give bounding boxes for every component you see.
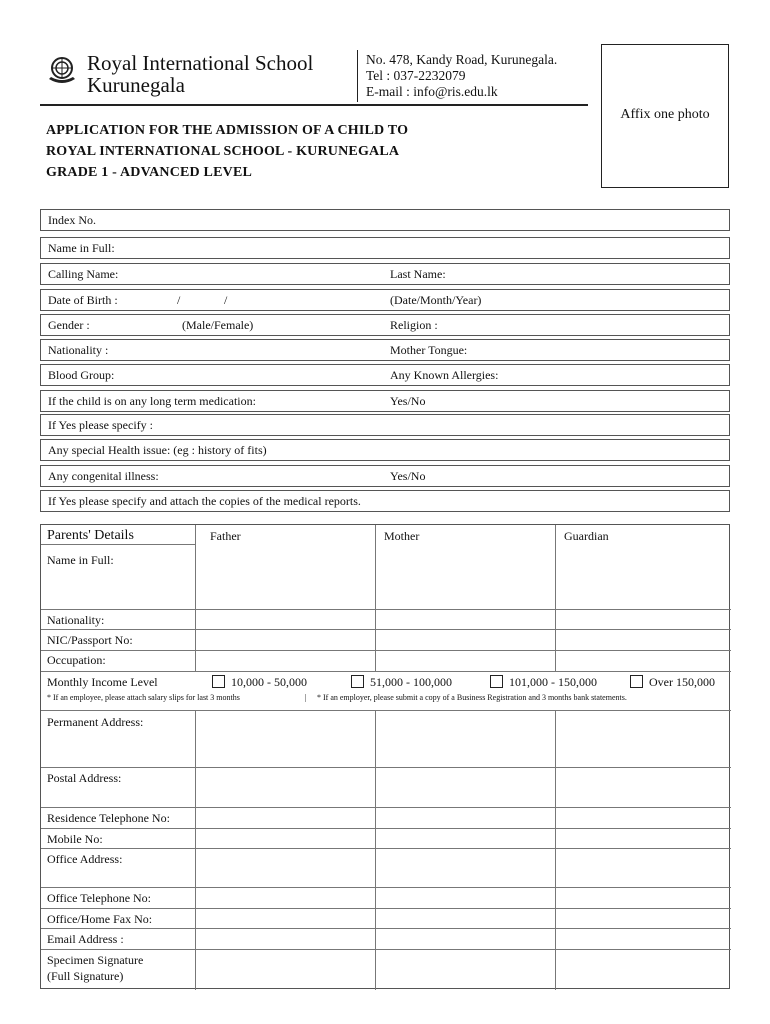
- row-divider: [41, 828, 731, 829]
- column-divider: [195, 710, 196, 990]
- parent-name-label: Name in Full:: [47, 553, 114, 567]
- dob-separator-1: /: [177, 293, 181, 307]
- postal-address-label: Postal Address:: [47, 771, 122, 785]
- row-divider: [41, 671, 731, 672]
- column-divider: [555, 710, 556, 990]
- date-of-birth-row[interactable]: [40, 289, 730, 311]
- column-divider: [375, 710, 376, 990]
- row-divider: [41, 710, 731, 711]
- school-email: E-mail : info@ris.edu.lk: [366, 84, 498, 99]
- parent-nic-label: NIC/Passport No:: [47, 633, 133, 647]
- mobile-label: Mobile No:: [47, 832, 103, 846]
- medical-reports-row[interactable]: [40, 490, 730, 512]
- dob-separator-2: /: [224, 293, 228, 307]
- employee-note: * If an employee, please attach salary slips for last 3 months: [47, 693, 240, 702]
- medical-reports-label: If Yes please specify and attach the copies of the medical reports.: [48, 494, 361, 508]
- office-address-label: Office Address:: [47, 852, 123, 866]
- gender-row[interactable]: [40, 314, 730, 336]
- medication-row[interactable]: [40, 390, 730, 412]
- form-title: [46, 120, 408, 183]
- income-checkbox-3[interactable]: [490, 675, 503, 688]
- email-label: Email Address :: [47, 932, 124, 946]
- religion-label: Religion :: [390, 318, 438, 332]
- blood-group-row[interactable]: [40, 364, 730, 386]
- note-separator: |: [305, 693, 307, 702]
- medication-label: If the child is on any long term medication:: [48, 394, 256, 408]
- school-crest-icon: [46, 55, 78, 87]
- mother-tongue-label: Mother Tongue:: [390, 343, 468, 357]
- row-divider: [41, 928, 731, 929]
- row-divider: [41, 807, 731, 808]
- header-rule: [40, 104, 588, 106]
- date-of-birth-label: Date of Birth :: [48, 293, 118, 307]
- school-name: [87, 52, 313, 96]
- column-father: Father: [210, 529, 241, 543]
- health-issue-label: Any special Health issue: (eg : history of fits): [48, 443, 267, 457]
- congenital-yes-no: Yes/No: [390, 469, 426, 483]
- parents-details-heading: Parents' Details: [47, 528, 134, 543]
- employer-note: * If an employer, please submit a copy of a Business Registration and 3 months bank statements.: [317, 693, 627, 702]
- income-checkbox-2[interactable]: [351, 675, 364, 688]
- nationality-label: Nationality :: [48, 343, 109, 357]
- row-divider: [41, 650, 731, 651]
- column-mother: Mother: [384, 529, 420, 543]
- office-telephone-label: Office Telephone No:: [47, 891, 152, 905]
- school-name-line1: Royal International School: [87, 51, 314, 75]
- signature-label-line2: (Full Signature): [47, 969, 124, 983]
- income-option-4: Over 150,000: [649, 675, 715, 689]
- permanent-address-label: Permanent Address:: [47, 715, 144, 729]
- school-address: No. 478, Kandy Road, Kurunegala.: [366, 52, 558, 67]
- name-in-full-label: Name in Full:: [48, 241, 115, 255]
- form-title-line2: ROYAL INTERNATIONAL SCHOOL - KURUNEGALA: [46, 144, 400, 159]
- income-option-1: 10,000 - 50,000: [231, 675, 307, 689]
- photo-label: Affix one photo: [620, 107, 710, 122]
- residence-telephone-label: Residence Telephone No:: [47, 811, 170, 825]
- school-contact: [366, 52, 557, 100]
- income-checkbox-4[interactable]: [630, 675, 643, 688]
- school-telephone: Tel : 037-2232079: [366, 68, 466, 83]
- congenital-illness-label: Any congenital illness:: [48, 469, 159, 483]
- calling-name-row[interactable]: [40, 263, 730, 285]
- school-name-line2: Kurunegala: [87, 73, 185, 97]
- income-checkbox-1[interactable]: [212, 675, 225, 688]
- form-title-line1: APPLICATION FOR THE ADMISSION OF A CHILD TO: [46, 123, 409, 138]
- parents-details-table: [40, 524, 730, 989]
- parent-nationality-label: Nationality:: [47, 613, 105, 627]
- allergies-label: Any Known Allergies:: [390, 368, 499, 382]
- health-issue-row[interactable]: [40, 439, 730, 461]
- medication-specify-label: If Yes please specify :: [48, 418, 153, 432]
- header-divider: [357, 50, 358, 102]
- row-divider: [41, 767, 731, 768]
- dob-format-hint: (Date/Month/Year): [390, 293, 482, 307]
- row-divider: [41, 887, 731, 888]
- row-divider: [41, 949, 731, 950]
- last-name-label: Last Name:: [390, 267, 446, 281]
- medication-specify-row[interactable]: [40, 414, 730, 436]
- blood-group-label: Blood Group:: [48, 368, 115, 382]
- heading-underline: [41, 544, 195, 545]
- signature-label-line1: Specimen Signature: [47, 953, 144, 967]
- form-title-line3: GRADE 1 - ADVANCED LEVEL: [46, 165, 253, 180]
- gender-label: Gender :: [48, 318, 90, 332]
- medication-yes-no: Yes/No: [390, 394, 426, 408]
- row-divider: [41, 609, 731, 610]
- row-divider: [41, 629, 731, 630]
- fax-label: Office/Home Fax No:: [47, 912, 153, 926]
- index-no-row[interactable]: [40, 209, 730, 231]
- name-in-full-row[interactable]: [40, 237, 730, 259]
- row-divider: [41, 908, 731, 909]
- income-option-2: 51,000 - 100,000: [370, 675, 452, 689]
- calling-name-label: Calling Name:: [48, 267, 119, 281]
- column-guardian: Guardian: [564, 529, 609, 543]
- income-level-label: Monthly Income Level: [47, 675, 158, 689]
- nationality-row[interactable]: [40, 339, 730, 361]
- gender-options: (Male/Female): [182, 318, 254, 332]
- index-no-label: Index No.: [48, 213, 96, 227]
- parent-occupation-label: Occupation:: [47, 653, 106, 667]
- congenital-illness-row[interactable]: [40, 465, 730, 487]
- income-option-3: 101,000 - 150,000: [509, 675, 597, 689]
- photo-box: [601, 44, 729, 188]
- row-divider: [41, 848, 731, 849]
